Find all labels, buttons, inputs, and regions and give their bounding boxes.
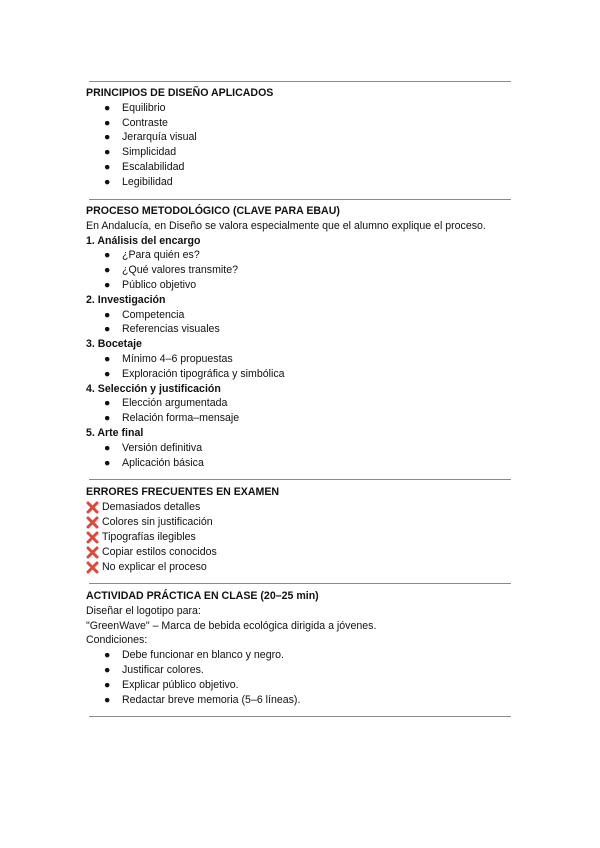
bullet-icon: ● <box>104 249 111 262</box>
bullet-icon: ● <box>104 678 111 691</box>
list-item: ● ¿Qué valores transmite? <box>104 264 238 277</box>
body-text: "GreenWave" – Marca de bebida ecológica dirigida a jóvenes. <box>86 619 377 632</box>
list-item: ● ¿Para quién es? <box>104 249 200 262</box>
section-title: PROCESO METODOLÓGICO (CLAVE PARA EBAU) <box>86 205 340 217</box>
step-heading: 3. Bocetaje <box>86 338 142 351</box>
list-item: No explicar el proceso <box>86 560 516 575</box>
bullet-icon: ● <box>104 116 111 129</box>
bullet-icon: ● <box>104 441 111 454</box>
bullet-icon: ● <box>104 308 111 321</box>
list-item: ● Aplicación básica <box>104 456 204 469</box>
body-text: Condiciones: <box>86 634 148 647</box>
list-item: Colores sin justificación <box>86 515 516 530</box>
cross-mark-icon <box>86 516 99 529</box>
section-errores <box>86 485 516 575</box>
errores-list <box>86 500 516 575</box>
list-item: ● Escalabilidad <box>104 160 185 173</box>
condiciones-list <box>86 648 516 707</box>
list-item: ● Versión definitiva <box>104 441 203 454</box>
bullet-icon: ● <box>104 412 111 425</box>
bullet-icon: ● <box>104 367 111 380</box>
list-item: ● Mínimo 4–6 propuestas <box>104 352 233 365</box>
section-title: ERRORES FRECUENTES EN EXAMEN <box>86 486 280 498</box>
intro-text: En Andalucía, en Diseño se valora especialmente que el alumno explique el proceso. <box>86 219 486 232</box>
list-item: ● Redactar breve memoria (5–6 líneas). <box>104 693 301 706</box>
bullet-icon: ● <box>104 397 111 410</box>
bullet-icon: ● <box>104 456 111 469</box>
list-item: ● Equilibrio <box>104 101 166 114</box>
step-heading: 5. Arte final <box>86 426 144 439</box>
list-item: ● Competencia <box>104 308 185 321</box>
list-item: ● Explicar público objetivo. <box>104 678 239 691</box>
section-proceso <box>86 204 516 470</box>
list-item: ● Justificar colores. <box>104 663 204 676</box>
cross-mark-icon <box>86 546 99 559</box>
list-item: ● Simplicidad <box>104 146 177 159</box>
bullet-icon: ● <box>104 146 111 159</box>
list-item: Demasiados detalles <box>86 500 516 515</box>
bullet-icon: ● <box>104 352 111 365</box>
list-item: ● Legibilidad <box>104 175 173 188</box>
bullet-icon: ● <box>104 175 111 188</box>
divider <box>89 479 511 480</box>
section-principios <box>86 86 516 190</box>
bullet-icon: ● <box>104 160 111 173</box>
bullet-icon: ● <box>104 663 111 676</box>
principios-list <box>86 101 516 190</box>
cross-mark-icon <box>86 531 99 544</box>
list-item: ● Contraste <box>104 116 168 129</box>
section-actividad <box>86 589 516 707</box>
list-item: Copiar estilos conocidos <box>86 545 516 560</box>
cross-mark-icon <box>86 501 99 514</box>
divider <box>89 716 511 717</box>
bullet-icon: ● <box>104 693 111 706</box>
list-item: ● Debe funcionar en blanco y negro. <box>104 649 284 662</box>
body-text: Diseñar el logotipo para: <box>86 604 201 617</box>
list-item: ● Elección argumentada <box>104 397 228 410</box>
step-list <box>86 441 516 471</box>
divider <box>89 81 511 82</box>
bullet-icon: ● <box>104 649 111 662</box>
list-item: ● Público objetivo <box>104 278 197 291</box>
divider <box>89 583 511 584</box>
bullet-icon: ● <box>104 264 111 277</box>
step-list <box>86 248 516 292</box>
step-heading: 1. Análisis del encargo <box>86 234 201 247</box>
bullet-icon: ● <box>104 278 111 291</box>
divider <box>89 199 511 200</box>
bullet-icon: ● <box>104 101 111 114</box>
section-title: PRINCIPIOS DE DISEÑO APLICADOS <box>86 87 274 99</box>
list-item: ● Referencias visuales <box>104 323 220 336</box>
list-item: ● Relación forma–mensaje <box>104 412 240 425</box>
list-item: ● Jerarquía visual <box>104 131 197 144</box>
step-list <box>86 352 516 382</box>
cross-mark-icon <box>86 561 99 574</box>
step-heading: 2. Investigación <box>86 293 166 306</box>
section-title: ACTIVIDAD PRÁCTICA EN CLASE (20–25 min) <box>86 590 319 602</box>
bullet-icon: ● <box>104 131 111 144</box>
step-heading: 4. Selección y justificación <box>86 382 221 395</box>
bullet-icon: ● <box>104 323 111 336</box>
step-list <box>86 396 516 426</box>
list-item: Tipografías ilegibles <box>86 530 516 545</box>
list-item: ● Exploración tipográfica y simbólica <box>104 367 285 380</box>
step-list <box>86 308 516 338</box>
